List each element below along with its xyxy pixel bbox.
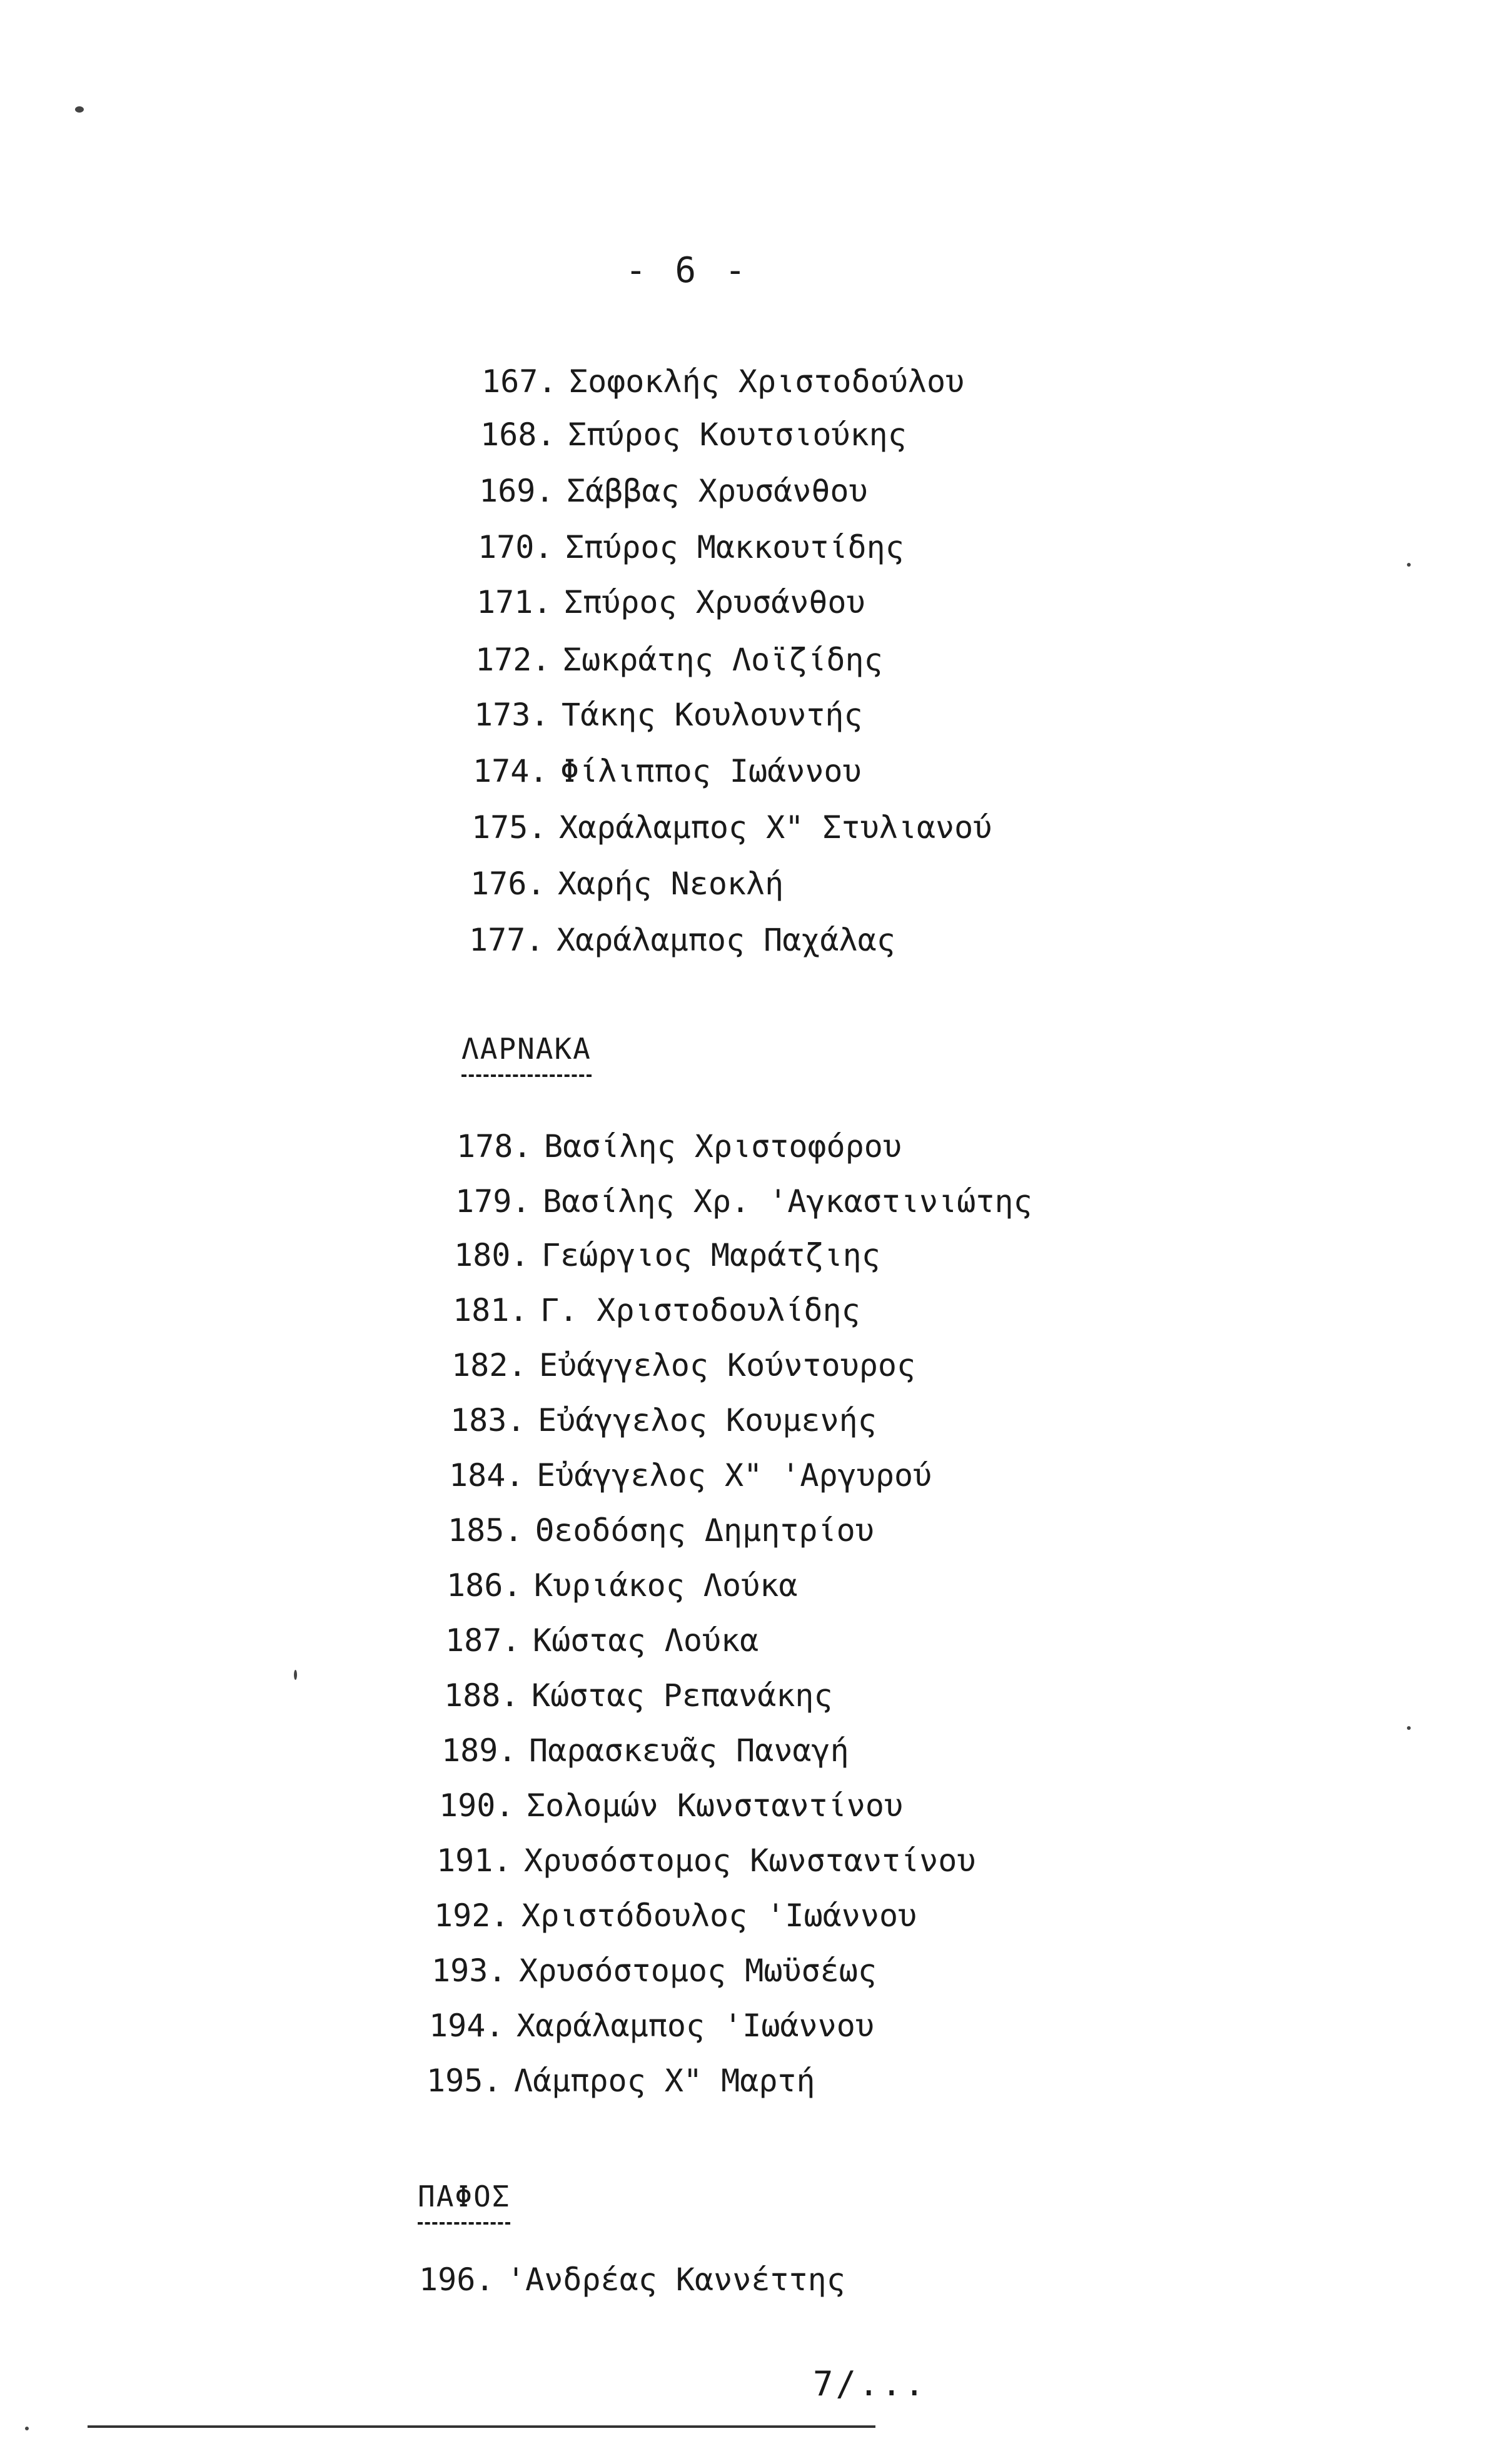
entry-name: Παρασκευᾶς Παναγή <box>529 1732 849 1769</box>
entry-name: Εὐάγγελος Κουμενής <box>538 1402 877 1438</box>
list-item <box>473 753 862 789</box>
scan-speck <box>75 106 84 113</box>
entry-number: 181. <box>453 1292 528 1328</box>
entry-name: Χαράλαμπος 'Ιωάννου <box>517 2008 874 2044</box>
entry-number: 190. <box>439 1787 515 1824</box>
entry-number: 189. <box>441 1732 517 1769</box>
scan-speck <box>294 1670 297 1680</box>
entry-name: Σολομών Κωνσταντίνου <box>527 1787 904 1824</box>
entry-name: Χαράλαμπος Παχάλας <box>557 922 895 958</box>
entry-number: 193. <box>431 1953 507 1989</box>
entry-name: Κώστας Ρεπανάκης <box>532 1677 833 1714</box>
entry-name: Χρυσόστομος Μωϋσέως <box>519 1953 877 1989</box>
list-item <box>479 475 868 507</box>
section-heading-text: ΛΑΡΝΑΚΑ <box>461 1032 592 1066</box>
entry-name: Εὐάγγελος Χ" 'Αργυρού <box>537 1457 932 1493</box>
page-number: - 6 - <box>625 250 750 291</box>
entry-number: 175. <box>471 809 547 846</box>
entry-number: 171. <box>476 584 552 620</box>
list-item <box>475 642 883 678</box>
list-item <box>431 1953 877 1989</box>
list-item <box>481 363 965 400</box>
entry-name: Χρυσόστομος Κωνσταντίνου <box>524 1842 976 1879</box>
list-item <box>470 866 784 902</box>
list-item <box>441 1732 849 1769</box>
entry-number: 182. <box>451 1347 527 1383</box>
entry-number: 169. <box>479 473 555 509</box>
list-item <box>445 1622 759 1659</box>
continuation-marker: 7/... <box>813 2364 927 2403</box>
list-item <box>449 1457 932 1493</box>
scan-speck <box>1407 563 1411 567</box>
entry-name: Εὐάγγελος Κούντουρος <box>539 1347 916 1383</box>
entry-number: 174. <box>473 753 548 789</box>
list-item <box>429 2008 874 2044</box>
entry-name: Κυριάκος Λούκα <box>534 1567 798 1604</box>
list-item <box>453 1292 860 1328</box>
entry-name: Σωκράτης Λοϊζίδης <box>563 642 883 678</box>
list-item <box>450 1402 877 1438</box>
section-heading-larnaka <box>461 1032 592 1077</box>
list-item <box>474 697 863 733</box>
list-item <box>476 584 865 620</box>
list-item <box>446 1567 798 1604</box>
heading-underline <box>418 2222 510 2225</box>
entry-name: Σπύρος Μακκουτίδης <box>565 529 904 565</box>
entry-name: Χριστόδουλος 'Ιωάννου <box>522 1898 917 1934</box>
entry-number: 168. <box>480 417 556 453</box>
list-item <box>436 1842 976 1879</box>
entry-number: 194. <box>429 2008 505 2044</box>
entry-number: 191. <box>436 1842 512 1879</box>
entry-number: 185. <box>448 1512 523 1549</box>
entry-number: 180. <box>454 1237 530 1273</box>
entry-number: 195. <box>426 2063 502 2099</box>
entry-number: 183. <box>450 1402 526 1438</box>
list-item <box>456 1128 902 1165</box>
section-heading-text: ΠΑΦΟΣ <box>418 2180 511 2213</box>
entry-name: Βασίλης Χρ. 'Αγκαστινιώτης <box>543 1183 1032 1220</box>
list-item <box>469 924 895 956</box>
entry-name: Χαρής Νεοκλή <box>558 866 784 902</box>
list-item <box>419 2261 845 2298</box>
entry-name: Θεοδόσης Δημητρίου <box>535 1512 874 1549</box>
entry-number: 173. <box>474 697 550 733</box>
entry-number: 188. <box>444 1677 520 1714</box>
entry-number: 196. <box>419 2261 495 2298</box>
entry-name: Γεώργιος Μαράτζιης <box>542 1237 880 1273</box>
list-item <box>448 1512 874 1549</box>
entry-number: 187. <box>445 1622 521 1659</box>
list-item <box>434 1898 917 1934</box>
entry-name: Σπύρος Κουτσιούκης <box>568 417 907 453</box>
entry-name: Χαράλαμπος Χ" Στυλιανού <box>559 809 992 846</box>
list-item <box>455 1183 1032 1220</box>
entry-name: Λάμπρος Χ" Μαρτή <box>514 2063 815 2099</box>
list-item <box>444 1677 833 1714</box>
entry-name: Τάκης Κουλουντής <box>562 697 863 733</box>
entry-number: 177. <box>469 922 545 958</box>
entry-name: Σοφοκλής Χριστοδούλου <box>569 363 965 400</box>
list-item <box>454 1237 880 1273</box>
heading-underline <box>461 1074 592 1077</box>
list-item <box>478 529 904 565</box>
entry-number: 192. <box>434 1898 510 1934</box>
entry-number: 179. <box>455 1183 531 1220</box>
entry-number: 186. <box>446 1567 522 1604</box>
list-item <box>439 1787 904 1824</box>
entry-name: Βασίλης Χριστοφόρου <box>544 1128 902 1165</box>
list-item <box>471 809 992 846</box>
entry-number: 167. <box>481 363 557 400</box>
entry-name: Γ. Χριστοδουλίδης <box>540 1292 860 1328</box>
scan-speck <box>25 2427 29 2430</box>
entry-number: 170. <box>478 529 553 565</box>
list-item <box>480 417 907 453</box>
entry-name: Κώστας Λούκα <box>533 1622 759 1659</box>
entry-name: Σάββας Χρυσάνθου <box>567 473 868 509</box>
entry-name: 'Ανδρέας Καννέττης <box>507 2261 845 2298</box>
entry-name: Σπύρος Χρυσάνθου <box>564 584 865 620</box>
entry-number: 178. <box>456 1128 532 1165</box>
entry-name: Φίλιππος Ιωάννου <box>560 753 862 789</box>
section-heading-pafos <box>418 2180 510 2225</box>
entry-number: 184. <box>449 1457 525 1493</box>
entry-number: 176. <box>470 866 546 902</box>
entry-number: 172. <box>475 642 551 678</box>
page-bottom-rule <box>88 2425 875 2428</box>
list-item <box>426 2063 815 2099</box>
scan-speck <box>1407 1726 1411 1730</box>
list-item <box>451 1347 916 1383</box>
